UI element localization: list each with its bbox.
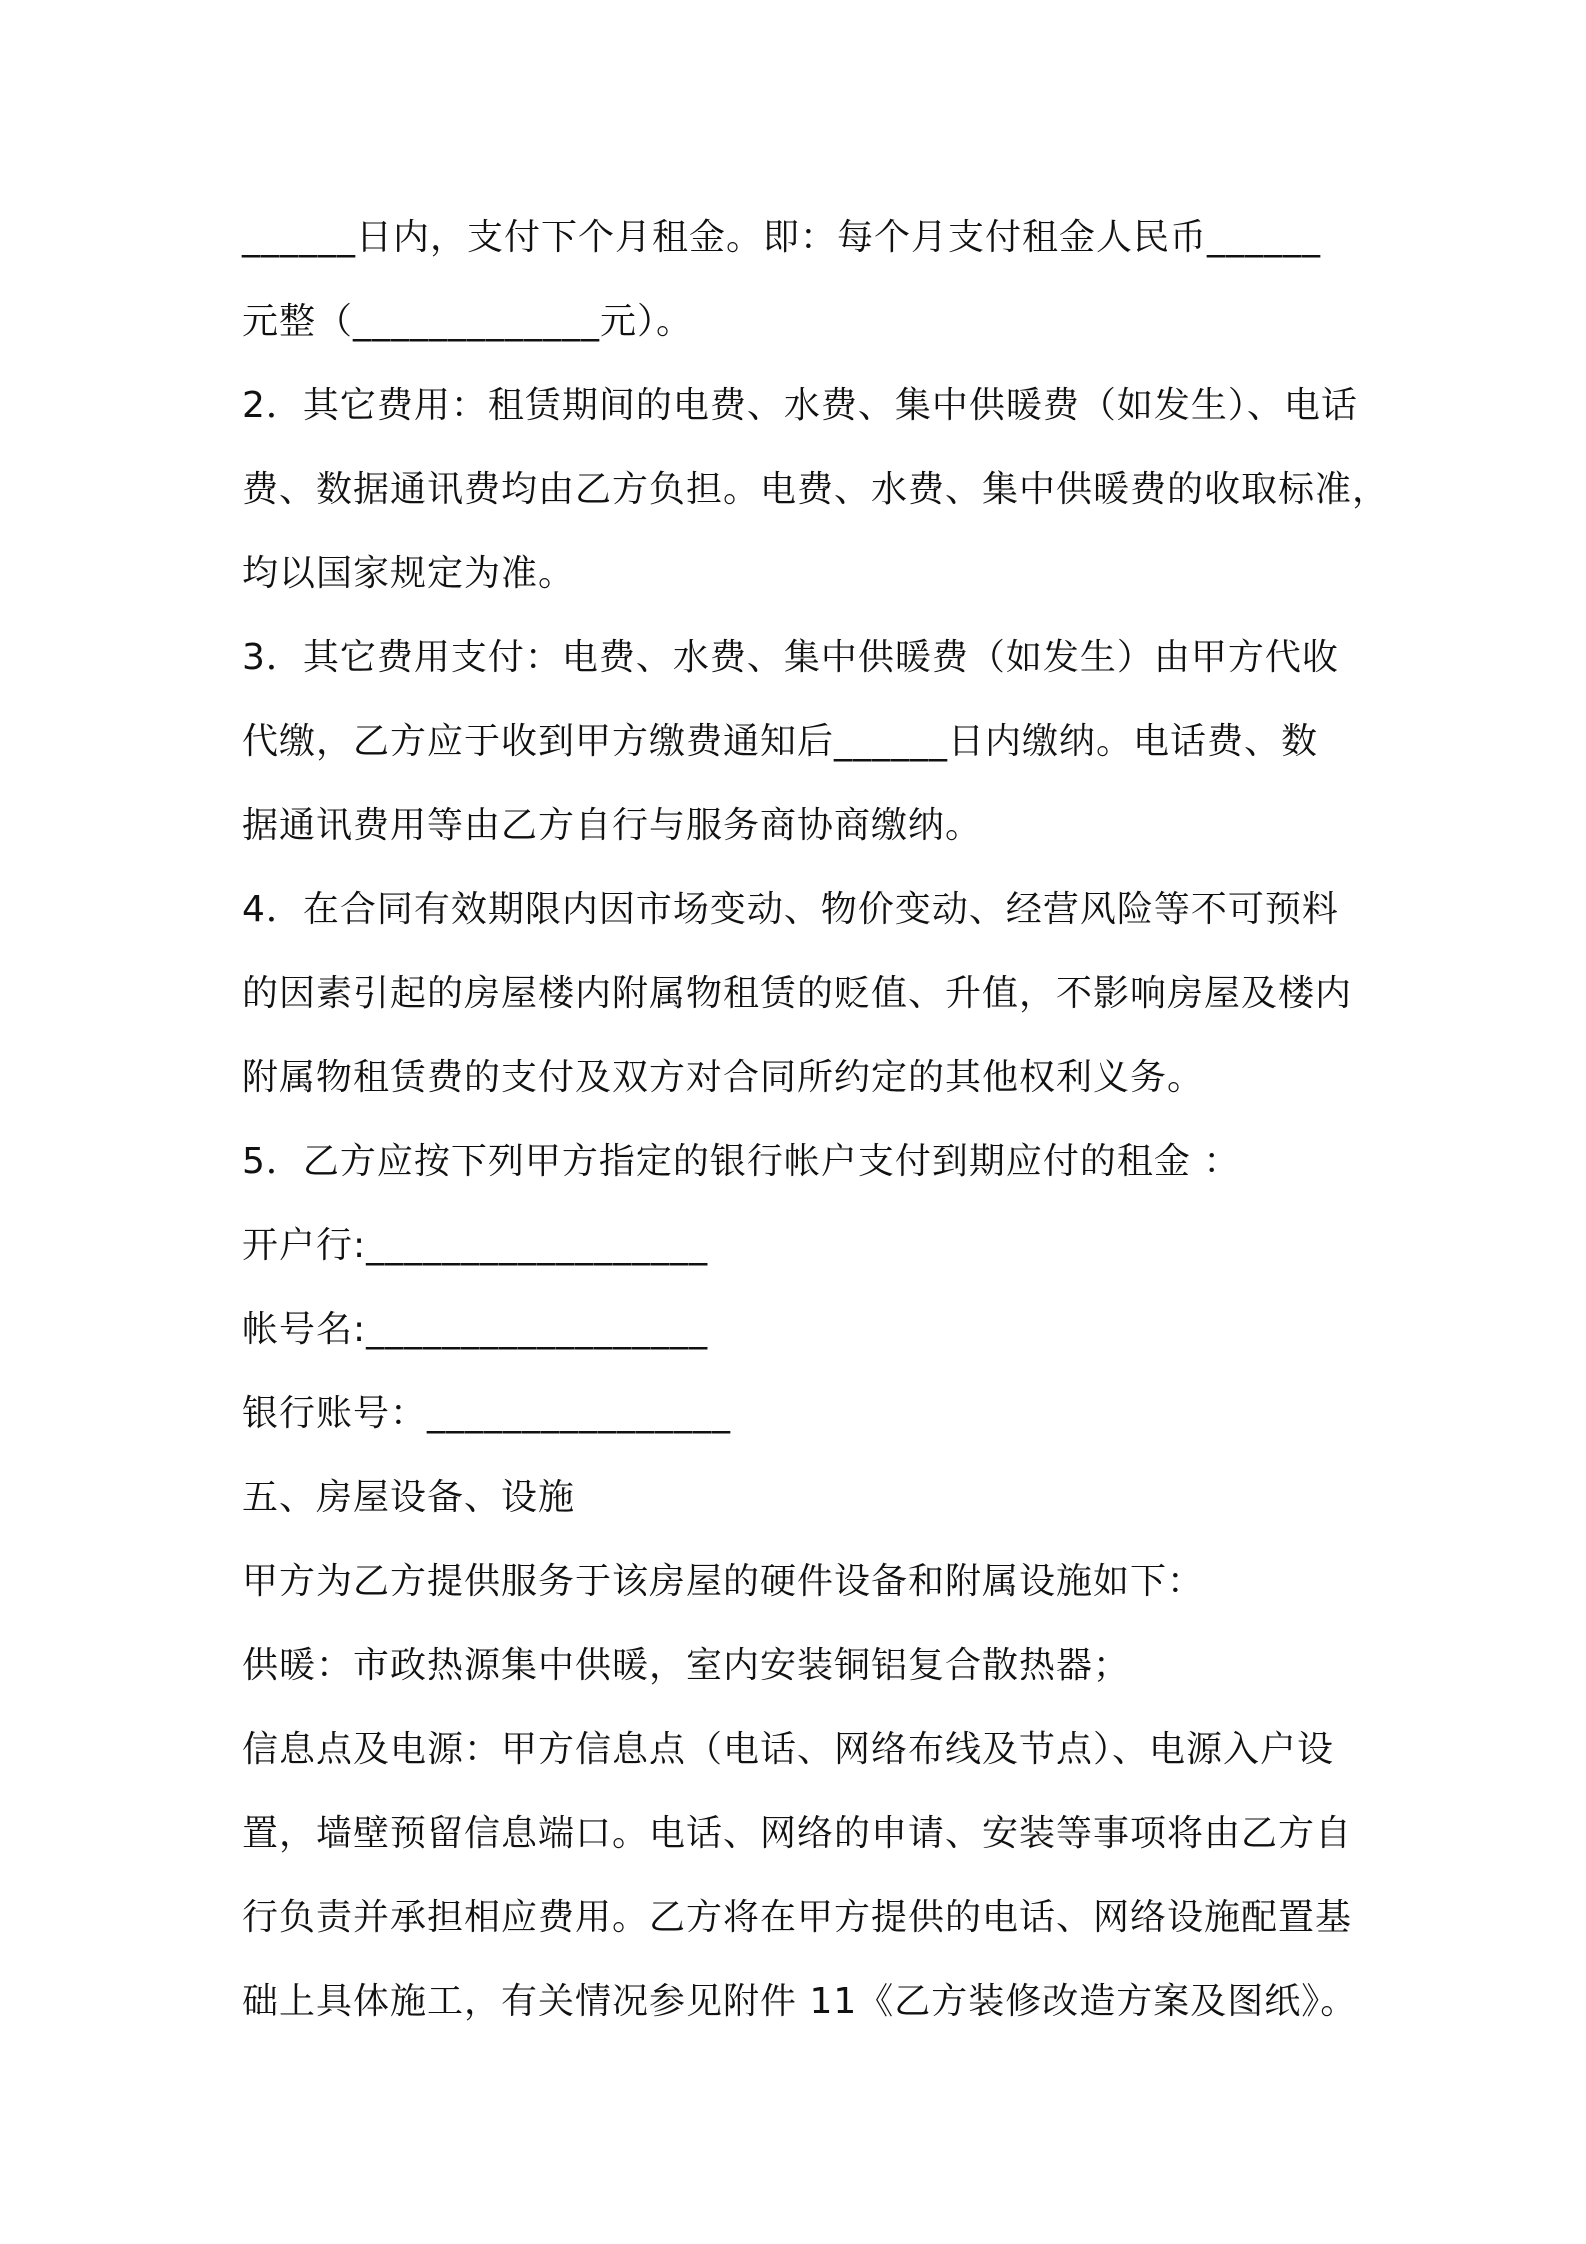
text-line: 础上具体施工，有关情况参见附件 11《乙方装修改造方案及图纸》。 xyxy=(242,1981,1358,2022)
text-line: 供暖：市政热源集中供暖，室内安装铜铝复合散热器； xyxy=(242,1645,1131,1686)
text-line: 甲方为乙方提供服务于该房屋的硬件设备和附属设施如下： xyxy=(242,1561,1205,1602)
text-line: 代缴，乙方应于收到甲方缴费通知后______日内缴纳。电话费、数 xyxy=(242,721,1319,762)
text-line: 行负责并承担相应费用。乙方将在甲方提供的电话、网络设施配置基 xyxy=(242,1897,1353,1938)
text-line: 2．其它费用：租赁期间的电费、水费、集中供暖费（如发生）、电话 xyxy=(242,385,1358,426)
text-line: 4．在合同有效期限内因市场变动、物价变动、经营风险等不可预料 xyxy=(242,889,1339,930)
bank-account-field: 银行账号：________________ xyxy=(242,1393,732,1434)
section-heading: 五、房屋设备、设施 xyxy=(242,1477,576,1518)
text-line: 的因素引起的房屋楼内附属物租赁的贬值、升值，不影响房屋及楼内 xyxy=(242,973,1353,1014)
text-line: 均以国家规定为准。 xyxy=(242,553,576,594)
text-line: 据通讯费用等由乙方自行与服务商协商缴纳。 xyxy=(242,805,983,846)
text-line: 信息点及电源：甲方信息点（电话、网络布线及节点）、电源入户设 xyxy=(242,1729,1335,1770)
contract-text xyxy=(242,196,1390,2044)
text-line: 5．乙方应按下列甲方指定的银行帐户支付到期应付的租金 ： xyxy=(242,1141,1241,1182)
text-line: 费、数据通讯费均由乙方负担。电费、水费、集中供暖费的收取标准， xyxy=(242,469,1390,510)
text-line: 元整（_____________元）。 xyxy=(242,301,694,342)
account-name-field: 帐号名:__________________ xyxy=(242,1309,709,1350)
text-line: 置，墙壁预留信息端口。电话、网络的申请、安装等事项将由乙方自 xyxy=(242,1813,1353,1854)
bank-name-field: 开户行:__________________ xyxy=(242,1225,709,1266)
text-line: ______日内，支付下个月租金。即：每个月支付租金人民币______ xyxy=(242,217,1322,258)
text-line: 3．其它费用支付：电费、水费、集中供暖费（如发生）由甲方代收 xyxy=(242,637,1339,678)
text-line: 附属物租赁费的支付及双方对合同所约定的其他权利义务。 xyxy=(242,1057,1205,1098)
